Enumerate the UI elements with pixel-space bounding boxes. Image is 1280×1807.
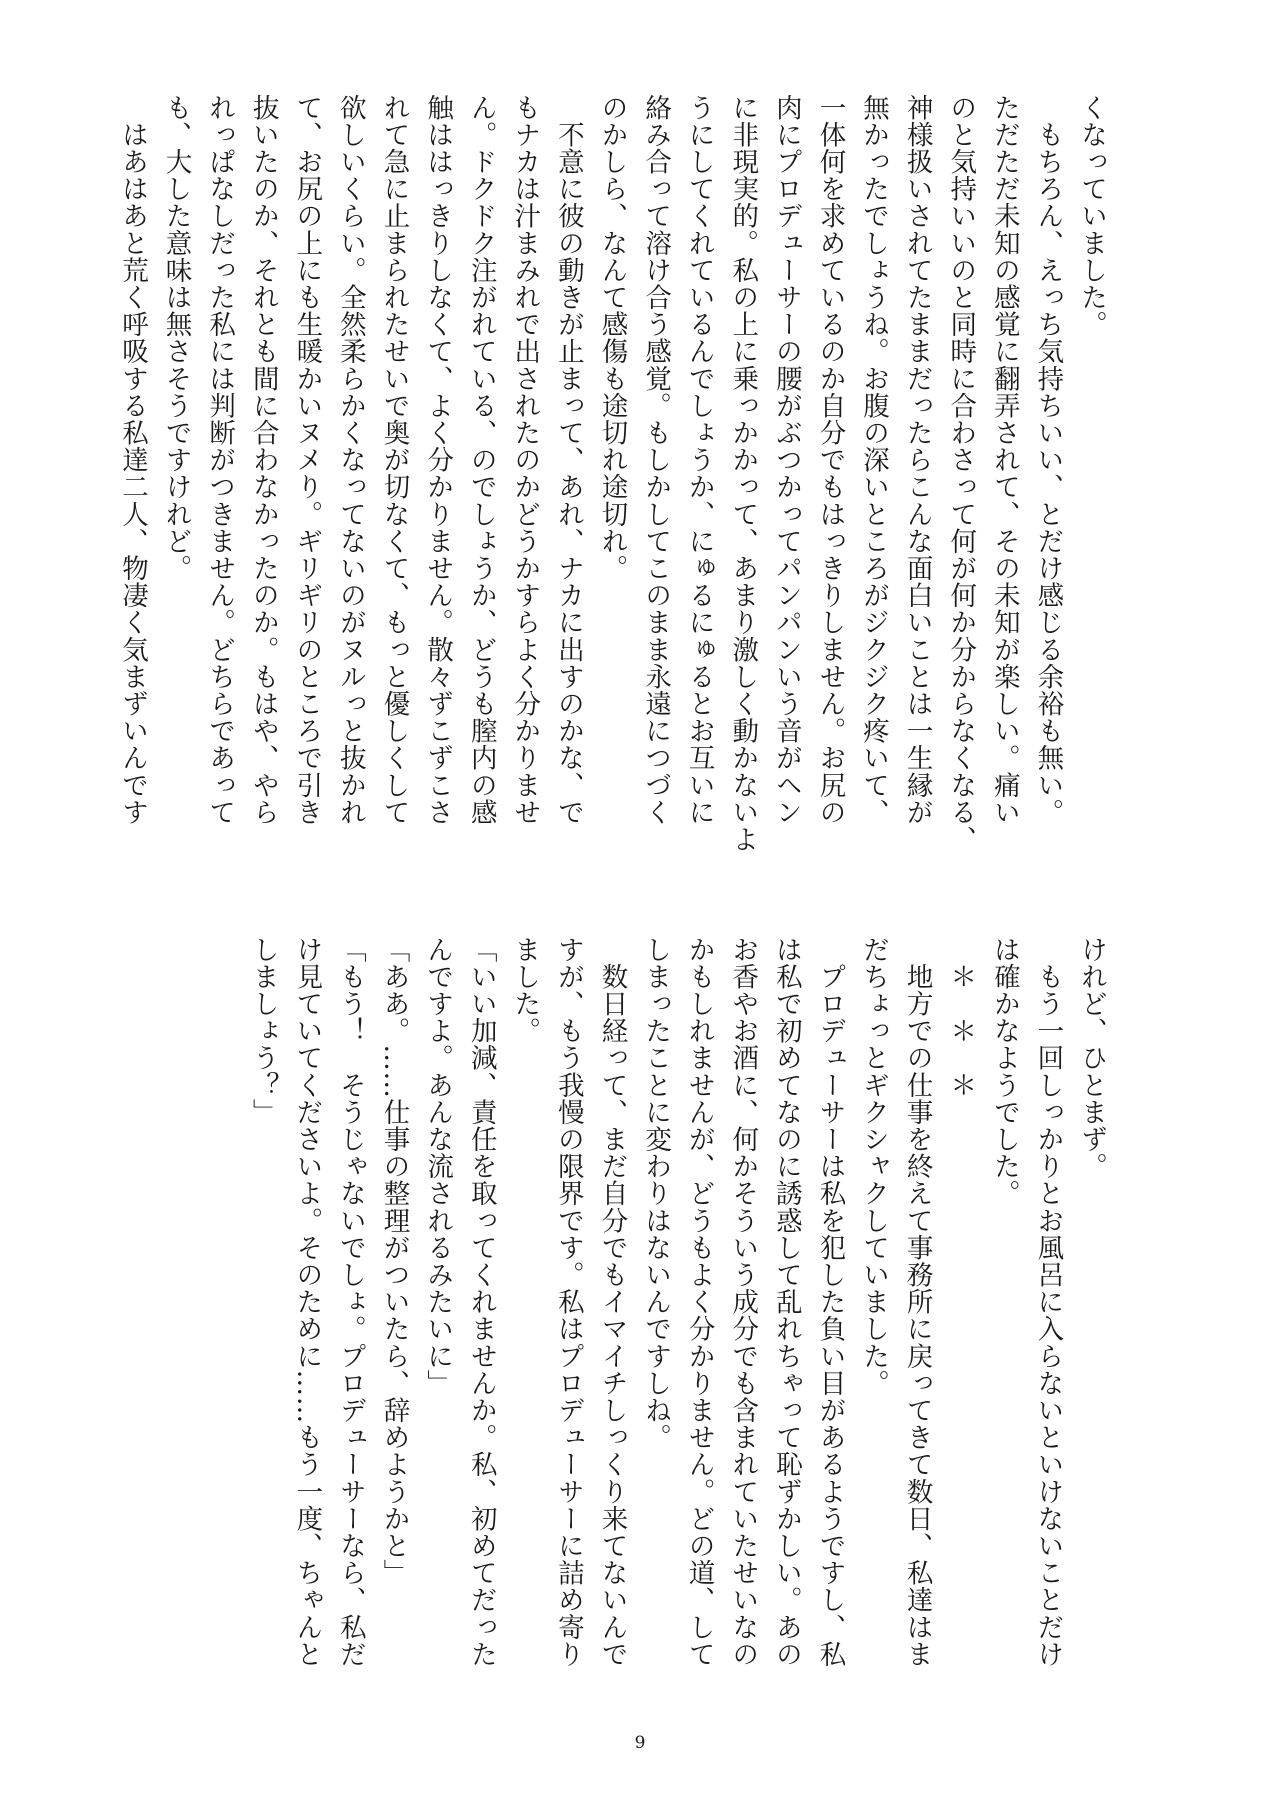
text-line: 数日経って、まだ自分でもイマイチしっくり来てないんで bbox=[596, 936, 628, 1668]
text-line: お香やお酒に、何かそういう成分でも含まれていたせいなの bbox=[727, 936, 759, 1668]
text-line: は私で初めてなのに誘惑して乱れちゃって恥ずかしい。あの bbox=[770, 936, 802, 1668]
text-line: 地方での仕事を終えて事務所に戻ってきて数日、私達はま bbox=[901, 936, 933, 1668]
text-line: 触ははっきりしなくて、よく分かりません。散々ずこずこさ bbox=[422, 94, 454, 826]
text-line: 「ああ。……仕事の整理がついたら、辞めようかと」 bbox=[378, 936, 410, 1587]
text-line: もナカは汁まみれで出されたのかどうかすらよく分かりませ bbox=[509, 94, 541, 826]
text-line: 抜いたのか、それとも間に合わなかったのか。もはや、やら bbox=[247, 94, 279, 826]
text-line: て、お尻の上にも生暖かいヌメり。ギリギリのところで引き bbox=[291, 94, 323, 826]
text-line: 欲しいくらい。全然柔らかくなってないのがヌルっと抜かれ bbox=[334, 94, 366, 826]
text-line: もう一回しっかりとお風呂に入らないといけないことだけ bbox=[1032, 936, 1064, 1668]
text-line: しまったことに変わりはないんですしね。 bbox=[640, 936, 672, 1451]
text-line: も、大した意味は無さそうですけれど。 bbox=[160, 94, 192, 582]
text-line: れっぱなしだった私には判断がつきません。どちらであって bbox=[204, 94, 236, 826]
text-line: んですよ。あんな流されるみたいに」 bbox=[422, 936, 454, 1397]
text-line: ただただ未知の感覚に翻弄されて、その未知が楽しい。痛い bbox=[988, 94, 1020, 826]
text-line: すが、もう我慢の限界です。私はプロデューサーに詰め寄り bbox=[552, 936, 584, 1668]
text-line: しましょう？」 bbox=[247, 936, 279, 1126]
text-line: け見ていてくださいよ。そのために……もう一度、ちゃんと bbox=[291, 936, 323, 1668]
text-line: はあはあと荒く呼吸する私達二人、物凄く気まずいんです bbox=[116, 94, 148, 826]
text-line: は確かなようでした。 bbox=[988, 936, 1020, 1207]
lower-text-block bbox=[109, 936, 1113, 1676]
text-line: 神様扱いされてたままだったらこんな面白いことは一生縁が bbox=[901, 94, 933, 826]
text-line: もちろん、えっち気持ちいい、とだけ感じる余裕も無い。 bbox=[1032, 94, 1064, 826]
page-number: 9 bbox=[634, 1733, 646, 1753]
text-line: のと気持いいのと同時に合わさって何が何か分からなくなる、 bbox=[945, 94, 977, 853]
upper-text-block bbox=[109, 94, 1113, 853]
text-line: くなっていました。 bbox=[1076, 94, 1107, 338]
text-line: のかしら、なんて感傷も途切れ途切れ。 bbox=[596, 94, 628, 582]
text-line: 肉にプロデューサーの腰がぶつかってパンパンいう音がヘン bbox=[770, 94, 802, 826]
text-line: 「いい加減、責任を取ってくれませんか。私、初めてだった bbox=[465, 936, 497, 1668]
text-line: 無かったでしょうね。お腹の深いところがジクジク疼いて、 bbox=[858, 94, 890, 826]
text-line: 一体何を求めているのか自分でもはっきりしません。お尻の bbox=[814, 94, 846, 826]
text-line: れて急に止まられたせいで奥が切なくて、もっと優しくして bbox=[378, 94, 410, 826]
text-line: かもしれませんが、どうもよく分かりません。どの道、して bbox=[683, 936, 715, 1668]
text-line: ん。ドクドク注がれている、のでしょうか、どうも膣内の感 bbox=[465, 94, 497, 826]
text-line: だちょっとギクシャクしていました。 bbox=[858, 936, 890, 1397]
text-line: ました。 bbox=[509, 936, 541, 1045]
text-line: ＊ ＊ ＊ bbox=[945, 936, 977, 1099]
text-line: うにしてくれているんでしょうか、にゅるにゅるとお互いに bbox=[683, 94, 715, 826]
text-line: に非現実的。私の上に乗っかかって、あまり激しく動かないよ bbox=[727, 94, 759, 853]
text-line: プロデューサーは私を犯した負い目があるようですし、私 bbox=[814, 936, 846, 1668]
text-line: 不意に彼の動きが止まって、あれ、ナカに出すのかな、で bbox=[552, 94, 584, 826]
text-line: けれど、ひとまず。 bbox=[1076, 936, 1107, 1180]
text-line: 「もう！ そうじゃないでしょ。プロデューサーなら、私だ bbox=[334, 936, 366, 1668]
text-line: 絡み合って溶け合う感覚。もしかしてこのまま永遠につづく bbox=[640, 94, 672, 826]
